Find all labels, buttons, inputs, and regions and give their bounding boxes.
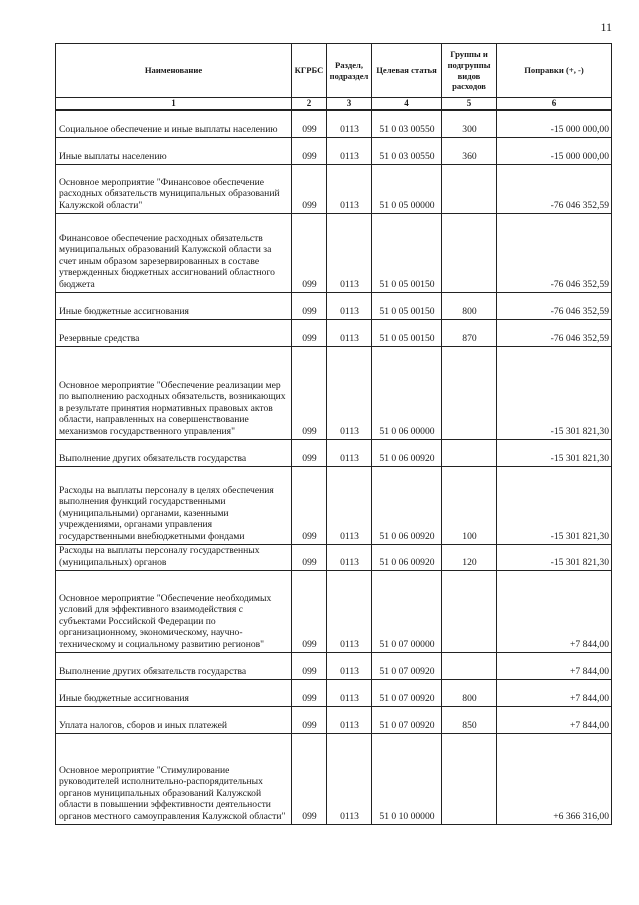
- row-group: 800: [442, 292, 497, 319]
- row-name: Иные бюджетные ассигнования: [56, 292, 292, 319]
- table-row: [56, 570, 612, 652]
- column-number: 5: [442, 98, 497, 111]
- row-kgrbs: 099: [292, 137, 327, 164]
- row-amount: -76 046 352,59: [497, 164, 612, 213]
- row-section: 0113: [327, 733, 372, 824]
- table-row: [56, 466, 612, 544]
- row-section: 0113: [327, 346, 372, 439]
- row-section: 0113: [327, 213, 372, 292]
- row-kgrbs: 099: [292, 466, 327, 544]
- row-section: 0113: [327, 292, 372, 319]
- row-kgrbs: 099: [292, 319, 327, 346]
- table-row: [56, 439, 612, 466]
- row-article: 51 0 06 00920: [372, 466, 442, 544]
- row-article: 51 0 07 00920: [372, 706, 442, 733]
- row-group: [442, 652, 497, 679]
- row-name: Иные бюджетные ассигнования: [56, 679, 292, 706]
- row-kgrbs: 099: [292, 439, 327, 466]
- table-row: [56, 137, 612, 164]
- row-name: Выполнение других обязательств государства: [56, 652, 292, 679]
- row-article: 51 0 05 00150: [372, 213, 442, 292]
- row-kgrbs: 099: [292, 544, 327, 570]
- row-section: 0113: [327, 466, 372, 544]
- row-kgrbs: 099: [292, 652, 327, 679]
- row-kgrbs: 099: [292, 110, 327, 137]
- row-article: 51 0 06 00000: [372, 346, 442, 439]
- header-target-article: Целевая статья: [372, 44, 442, 98]
- row-amount: -15 301 821,30: [497, 346, 612, 439]
- table-row: [56, 346, 612, 439]
- row-kgrbs: 099: [292, 706, 327, 733]
- row-amount: +7 844,00: [497, 706, 612, 733]
- row-kgrbs: 099: [292, 679, 327, 706]
- row-amount: -76 046 352,59: [497, 292, 612, 319]
- table-row: [56, 213, 612, 292]
- row-name: Основное мероприятие "Стимулирование руководителей исполнительно-распорядительных органов муниципальных образований Калужской области в повышении эффективности деятельности органов местного самоуправления Калужской области": [56, 733, 292, 824]
- row-article: 51 0 05 00150: [372, 292, 442, 319]
- row-section: 0113: [327, 439, 372, 466]
- column-number-row: [56, 98, 612, 111]
- header-amendments: Поправки (+, -): [497, 44, 612, 98]
- row-group: 800: [442, 679, 497, 706]
- row-kgrbs: 099: [292, 570, 327, 652]
- table-row: [56, 319, 612, 346]
- table-row: [56, 292, 612, 319]
- row-name: Резервные средства: [56, 319, 292, 346]
- row-amount: -15 301 821,30: [497, 466, 612, 544]
- table-row: [56, 652, 612, 679]
- table-row: [56, 679, 612, 706]
- row-article: 51 0 07 00920: [372, 679, 442, 706]
- row-article: 51 0 06 00920: [372, 544, 442, 570]
- row-group: 100: [442, 466, 497, 544]
- table-header-row: [56, 44, 612, 98]
- row-name: Основное мероприятие "Обеспечение необходимых условий для эффективного взаимодействия с субъектами Российской Федерации по организационному, экономическому, научно-техническому и социальному развитию регионов": [56, 570, 292, 652]
- column-number: 3: [327, 98, 372, 111]
- row-amount: -76 046 352,59: [497, 213, 612, 292]
- row-group: [442, 346, 497, 439]
- row-group: [442, 164, 497, 213]
- row-name: Социальное обеспечение и иные выплаты населению: [56, 110, 292, 137]
- row-section: 0113: [327, 319, 372, 346]
- table-row: [56, 733, 612, 824]
- row-kgrbs: 099: [292, 164, 327, 213]
- row-name: Расходы на выплаты персоналу государственных (муниципальных) органов: [56, 544, 292, 570]
- page-number: 11: [600, 20, 612, 34]
- row-section: 0113: [327, 570, 372, 652]
- header-expense-group: Группы и подгруппы видов расходов: [442, 44, 497, 98]
- header-name: Наименование: [56, 44, 292, 98]
- column-number: 1: [56, 98, 292, 111]
- column-number: 2: [292, 98, 327, 111]
- row-amount: -15 301 821,30: [497, 544, 612, 570]
- row-amount: -15 000 000,00: [497, 137, 612, 164]
- row-group: 360: [442, 137, 497, 164]
- column-number: 4: [372, 98, 442, 111]
- budget-amendments-table: [55, 43, 612, 825]
- row-name: Финансовое обеспечение расходных обязательств муниципальных образований Калужской области за счет иным образом зарезервированных в составе утвержденных бюджетных ассигнований областного бюджета: [56, 213, 292, 292]
- row-amount: -76 046 352,59: [497, 319, 612, 346]
- row-article: 51 0 03 00550: [372, 110, 442, 137]
- header-kgrbs: КГРБС: [292, 44, 327, 98]
- row-kgrbs: 099: [292, 292, 327, 319]
- row-name: Уплата налогов, сборов и иных платежей: [56, 706, 292, 733]
- row-kgrbs: 099: [292, 346, 327, 439]
- row-amount: +7 844,00: [497, 652, 612, 679]
- row-article: 51 0 06 00920: [372, 439, 442, 466]
- row-name: Основное мероприятие "Обеспечение реализации мер по выполнению расходных обязательств, возникающих в результате принятия нормативных правовых актов области, направленных на совершенствование механизмов государственного управления": [56, 346, 292, 439]
- row-group: [442, 570, 497, 652]
- row-name: Выполнение других обязательств государства: [56, 439, 292, 466]
- table-row: [56, 706, 612, 733]
- row-section: 0113: [327, 110, 372, 137]
- row-name: Расходы на выплаты персоналу в целях обеспечения выполнения функций государственными (муниципальными) органами, казенными учреждениями, органами управления государственными внебюджетными фондами: [56, 466, 292, 544]
- row-section: 0113: [327, 544, 372, 570]
- table-row: [56, 110, 612, 137]
- row-group: 120: [442, 544, 497, 570]
- row-group: 870: [442, 319, 497, 346]
- row-amount: -15 301 821,30: [497, 439, 612, 466]
- row-group: 850: [442, 706, 497, 733]
- row-section: 0113: [327, 164, 372, 213]
- table-row: [56, 544, 612, 570]
- header-section: Раздел, подраздел: [327, 44, 372, 98]
- row-section: 0113: [327, 706, 372, 733]
- row-article: 51 0 10 00000: [372, 733, 442, 824]
- row-kgrbs: 099: [292, 733, 327, 824]
- row-amount: +6 366 316,00: [497, 733, 612, 824]
- row-amount: +7 844,00: [497, 570, 612, 652]
- row-kgrbs: 099: [292, 213, 327, 292]
- row-section: 0113: [327, 137, 372, 164]
- row-group: 300: [442, 110, 497, 137]
- table-row: [56, 164, 612, 213]
- row-article: 51 0 05 00000: [372, 164, 442, 213]
- row-article: 51 0 07 00000: [372, 570, 442, 652]
- row-group: [442, 213, 497, 292]
- row-group: [442, 439, 497, 466]
- row-section: 0113: [327, 679, 372, 706]
- row-article: 51 0 07 00920: [372, 652, 442, 679]
- row-article: 51 0 03 00550: [372, 137, 442, 164]
- row-amount: +7 844,00: [497, 679, 612, 706]
- column-number: 6: [497, 98, 612, 111]
- row-section: 0113: [327, 652, 372, 679]
- row-amount: -15 000 000,00: [497, 110, 612, 137]
- row-name: Основное мероприятие "Финансовое обеспечение расходных обязательств муниципальных образований Калужской области": [56, 164, 292, 213]
- row-article: 51 0 05 00150: [372, 319, 442, 346]
- row-group: [442, 733, 497, 824]
- row-name: Иные выплаты населению: [56, 137, 292, 164]
